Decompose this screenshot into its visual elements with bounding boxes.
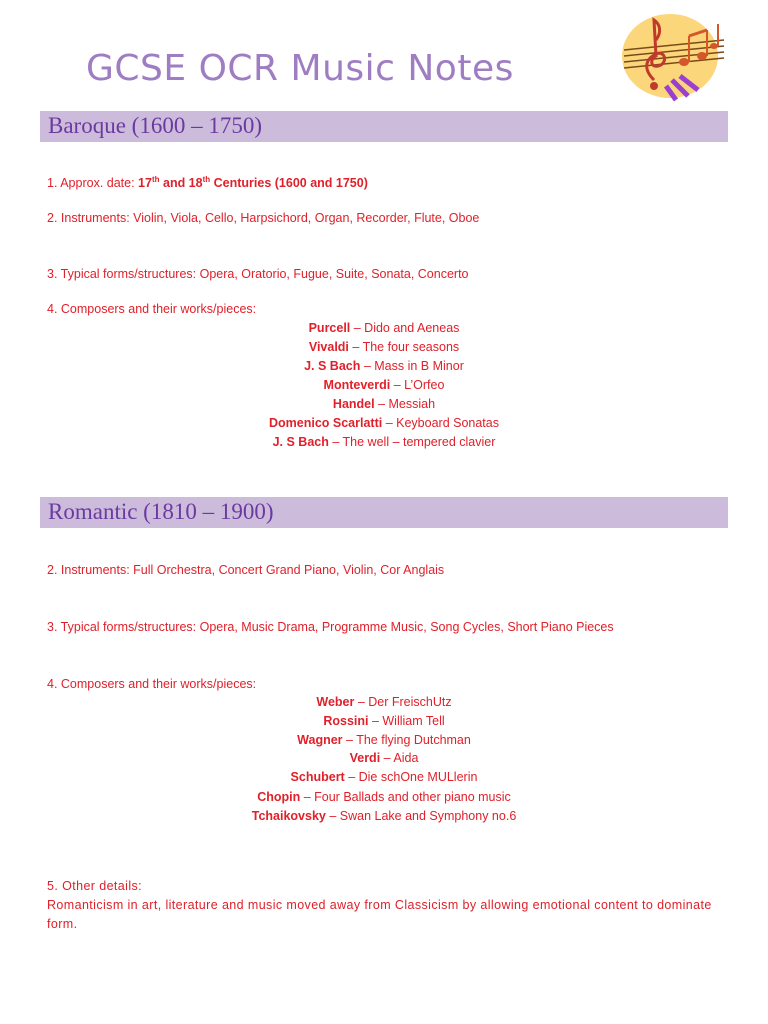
instruments-line: 2. Instruments: Violin, Viola, Cello, Harpsichord, Organ, Recorder, Flute, Oboe <box>47 211 480 225</box>
composers-label: 4. Composers and their works/pieces: <box>47 302 257 316</box>
music-notes-icon <box>614 10 726 102</box>
composer-entry: J. S Bach – Mass in B Minor <box>304 359 464 373</box>
section-header-baroque <box>40 111 728 144</box>
composer-entry: Domenico Scarlatti – Keyboard Sonatas <box>269 416 499 430</box>
section-heading: Romantic (1810 – 1900) <box>48 499 274 524</box>
composer-entry: Wagner – The flying Dutchman <box>297 733 471 747</box>
composers-label: 4. Composers and their works/pieces: <box>47 677 257 691</box>
composer-entry: Tchaikovsky – Swan Lake and Symphony no.6 <box>251 809 517 823</box>
composer-entry: Rossini – William Tell <box>323 714 445 728</box>
forms-line: 3. Typical forms/structures: Opera, Oratorio, Fugue, Suite, Sonata, Concerto <box>47 267 469 281</box>
page-title: GCSE OCR Music Notes <box>86 48 514 89</box>
section-heading: Baroque (1600 – 1750) <box>48 113 262 138</box>
composer-entry: Purcell – Dido and Aeneas <box>308 321 460 335</box>
composer-entry: Handel – Messiah <box>332 397 436 411</box>
section-header-romantic <box>40 497 728 530</box>
composer-entry: Chopin – Four Ballads and other piano music <box>257 790 511 804</box>
other-details-text: Romanticism in art, literature and music moved away from Classicism by allowing emotional content to dominate form. <box>47 898 712 931</box>
approx-date: 1. Approx. date: 17th and 18th Centuries (1600 and 1750) <box>47 175 368 191</box>
other-details-label: 5. Other details: <box>47 879 143 893</box>
other-details <box>47 877 727 934</box>
instruments-line: 2. Instruments: Full Orchestra, Concert Grand Piano, Violin, Cor Anglais <box>47 563 445 577</box>
composer-entry: Vivaldi – The four seasons <box>308 340 460 354</box>
forms-line: 3. Typical forms/structures: Opera, Music Drama, Programme Music, Song Cycles, Short Piano Pieces <box>47 620 614 634</box>
composer-entry: Weber – Der FreischUtz <box>316 695 452 709</box>
composer-entry: Monteverdi – L’Orfeo <box>323 378 445 392</box>
composer-entry: Verdi – Aida <box>349 751 419 765</box>
composer-entry: Schubert – Die schOne MULlerin <box>290 770 478 784</box>
composer-entry: J. S Bach – The well – tempered clavier <box>272 435 496 449</box>
